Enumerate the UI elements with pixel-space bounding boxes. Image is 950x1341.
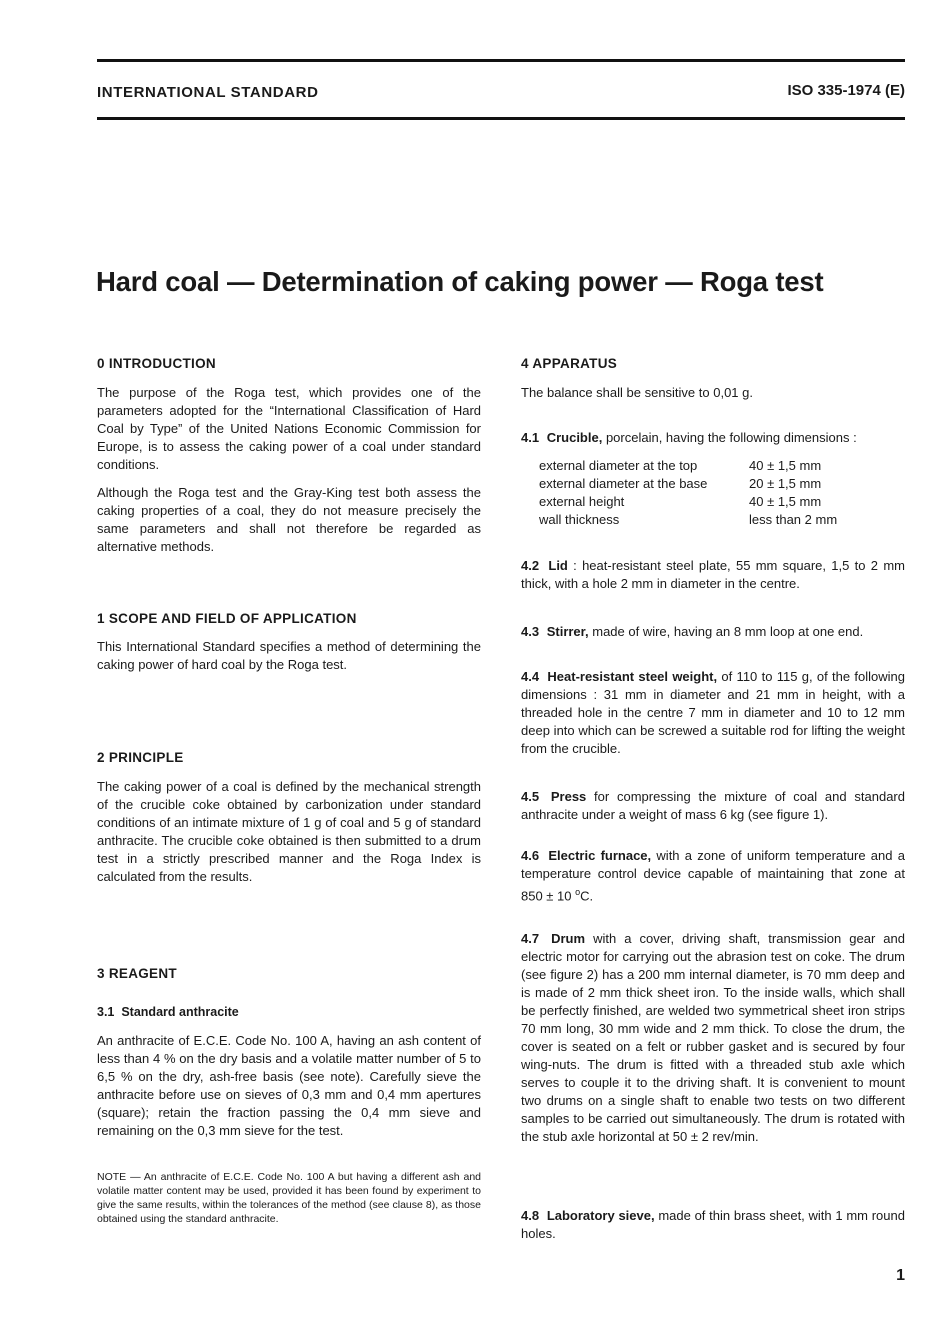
item-4-8-text: made of thin brass sheet, with 1 mm round holes. bbox=[521, 1208, 905, 1241]
dimension-row bbox=[539, 511, 837, 529]
item-4-1 bbox=[521, 429, 905, 447]
item-4-3-text: made of wire, having an 8 mm loop at one end. bbox=[588, 624, 864, 639]
standard-type-label: INTERNATIONAL STANDARD bbox=[97, 84, 319, 101]
dimension-label: external diameter at the top bbox=[539, 458, 698, 473]
item-4-5-number: 4.5 bbox=[521, 789, 540, 804]
reagent-subheading bbox=[97, 1003, 481, 1021]
item-4-3 bbox=[521, 623, 905, 641]
item-4-3-number: 4.3 bbox=[521, 624, 540, 639]
dimension-value: 20 ± 1,5 mm bbox=[749, 476, 822, 491]
item-4-4 bbox=[521, 668, 905, 758]
page-number: 1 bbox=[896, 1267, 905, 1284]
apparatus-heading: 4 APPARATUS bbox=[521, 356, 618, 371]
dimension-value: 40 ± 1,5 mm bbox=[749, 494, 822, 509]
dimension-label: external diameter at the base bbox=[539, 476, 708, 491]
item-4-7-label: Drum bbox=[551, 931, 586, 946]
item-4-4-label: Heat-resistant steel weight, bbox=[547, 669, 718, 684]
item-4-2-number: 4.2 bbox=[521, 558, 540, 573]
item-4-5-text: for compressing the mixture of coal and standard anthracite under a weight of mass 6 kg (see figure 1). bbox=[521, 789, 905, 822]
document-title: Hard coal — Determination of caking power — Roga test bbox=[96, 266, 824, 297]
item-4-2-text: : heat-resistant steel plate, 55 mm square, 1,5 to 2 mm thick, with a hole 2 mm in diameter in the centre. bbox=[521, 558, 905, 591]
dimension-row bbox=[539, 475, 837, 493]
scope-heading: 1 SCOPE AND FIELD OF APPLICATION bbox=[97, 611, 357, 626]
item-4-1-label: Crucible, bbox=[546, 430, 603, 445]
dimension-label: external height bbox=[539, 494, 625, 509]
item-4-6-label: Electric furnace, bbox=[548, 848, 652, 863]
item-4-8-label: Laboratory sieve, bbox=[546, 1208, 655, 1223]
item-4-6 bbox=[521, 847, 905, 905]
reagent-paragraph: An anthracite of E.C.E. Code No. 100 A, having an ash content of less than 4 % on the dry basis and a volatile matter number of 5 to 6,5 % on the dry, ash-free basis (see note). Carefully sieve the anthracite before use on sieves of 0,3 mm and 0,4 mm apertures (square); retain the fraction passing the 0,4 mm sieve and remaining on the 0,3 mm sieve for the test. bbox=[97, 1033, 481, 1138]
item-4-5 bbox=[521, 788, 905, 824]
reagent-subheading-title: Standard anthracite bbox=[121, 1005, 239, 1019]
apparatus-intro: The balance shall be sensitive to 0,01 g. bbox=[521, 385, 753, 400]
degree-symbol: o bbox=[575, 887, 581, 897]
standard-number: ISO 335-1974 (E) bbox=[787, 82, 905, 99]
item-4-6-number: 4.6 bbox=[521, 848, 540, 863]
item-4-7 bbox=[521, 930, 905, 1146]
reagent-subheading-number: 3.1 bbox=[97, 1005, 115, 1019]
item-4-4-text: of 110 to 115 g, of the following dimensions : 31 mm in diameter and 21 mm in height, with a threaded hole in the centre 7 mm in diameter and 10 to 12 mm deep into which can be screwed a suitable rod for lifting the weight from the crucible. bbox=[521, 669, 906, 756]
principle-heading: 2 PRINCIPLE bbox=[97, 750, 184, 765]
left-column bbox=[97, 0, 481, 1341]
intro-paragraph-2: Although the Roga test and the Gray-King test both assess the caking properties of a coal, they do not measure precisely the same parameters and shall not therefore be regarded as alternative methods. bbox=[97, 485, 481, 554]
reagent-heading: 3 REAGENT bbox=[97, 966, 177, 981]
dimension-value: less than 2 mm bbox=[749, 512, 838, 527]
item-4-6-text: with a zone of uniform temperature and a temperature control device capable of maintaining that zone at 850 ± 10 bbox=[521, 848, 905, 904]
dimension-row bbox=[539, 493, 837, 511]
item-4-7-number: 4.7 bbox=[521, 931, 540, 946]
crucible-dimensions-table bbox=[521, 457, 905, 529]
principle-paragraph: The caking power of a coal is defined by the mechanical strength of the crucible coke obtained by carbonization under standard conditions of an intimate mixture of 1 g of coal and 5 g of standard anthracite. The crucible coke obtained is then submitted to a drum test in a strictly prescribed manner and the Roga Index is calculated from the results. bbox=[97, 779, 481, 884]
item-4-5-label: Press bbox=[550, 789, 587, 804]
item-4-4-number: 4.4 bbox=[521, 669, 540, 684]
item-4-2-label: Lid bbox=[548, 558, 568, 573]
intro-paragraph-1: The purpose of the Roga test, which provides one of the parameters adopted for the “International Classification of Hard Coal by Type” of the United Nations Economic Commission for Europe, is to assess the caking power of a coal under standard conditions. bbox=[97, 385, 481, 472]
item-4-1-number: 4.1 bbox=[521, 430, 540, 445]
scope-paragraph: This International Standard specifies a method of determining the caking power of hard coal by the Roga test. bbox=[97, 639, 481, 672]
reagent-note: NOTE — An anthracite of E.C.E. Code No. 100 A but having a different ash and volatile matter content may be used, provided it has been found by experiment to give the same results, within the tolerances of the method (see clause 8), as those obtained using the standard anthracite. bbox=[97, 1171, 481, 1225]
dimension-row bbox=[539, 457, 837, 475]
item-4-2 bbox=[521, 557, 905, 593]
item-4-8 bbox=[521, 1207, 905, 1243]
item-4-1-text: porcelain, having the following dimensions : bbox=[602, 430, 857, 445]
dimension-value: 40 ± 1,5 mm bbox=[749, 458, 822, 473]
item-4-8-number: 4.8 bbox=[521, 1208, 540, 1223]
item-4-6-unit: C. bbox=[580, 888, 594, 904]
right-column bbox=[521, 0, 905, 1341]
intro-heading: 0 INTRODUCTION bbox=[97, 356, 216, 371]
dimension-label: wall thickness bbox=[539, 512, 620, 527]
item-4-7-text: with a cover, driving shaft, transmission gear and electric motor for carrying out the abrasion test on coke. The drum (see figure 2) has a 200 mm internal diameter, is 70 mm deep and is made of 2 mm thick sheet iron. To the inside walls, which shall be perfectly finished, are welded two symmetrical sheet iron strips 70 mm long, 30 mm wide and 2 mm thick. To close the drum, the cover is seated on a felt or rubber gasket and is secured by four wing-nuts. The drum is fitted with a threaded stub axle which serves to couple it to the driving shaft. It is convenient to mount two drums on a single shaft to enable two tests on two different samples to be carried out simultaneously. The drum is rotated with the stub axle horizontal at 50 ± 2 rev/min. bbox=[521, 931, 905, 1144]
item-4-3-label: Stirrer, bbox=[546, 624, 589, 639]
